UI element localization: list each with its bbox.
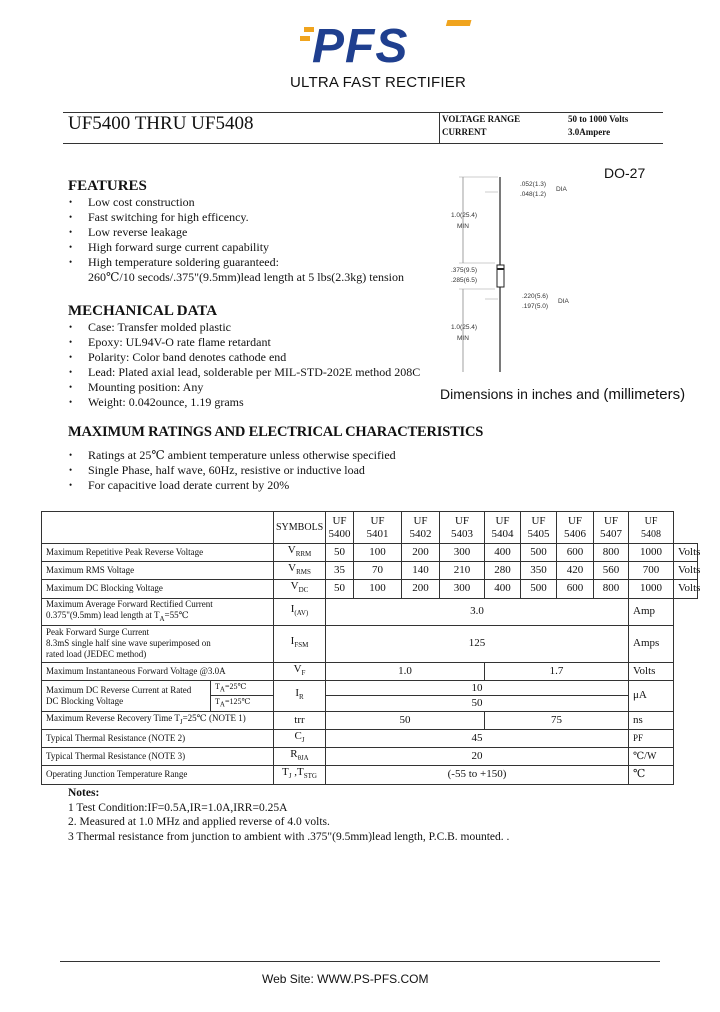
value-cell: 10 xyxy=(326,680,629,696)
current-label: CURRENT xyxy=(442,127,487,137)
symbol-cell: $R_{\theta JA}$ xyxy=(274,748,326,766)
symbol-cell: $V_{DC}$ xyxy=(274,580,326,598)
lead-length-top-min: MIN xyxy=(457,223,469,230)
body-dia-a: .220(5.6) xyxy=(522,293,549,300)
list-item: • Lead: Plated axial lead, solderable per MIL-STD-202E method 208C xyxy=(68,365,420,380)
param-cell: Operating Junction Temperature Range xyxy=(42,766,274,784)
spec-table xyxy=(41,511,701,785)
symbols-header: SYMBOLS xyxy=(274,512,326,544)
list-item: • For capacitive load derate current by 20% xyxy=(68,478,396,493)
symbol-cell: $I_{FSM}$ xyxy=(274,625,326,662)
body-length-a: .375(9.5) xyxy=(451,267,478,274)
dimensions-caption xyxy=(440,386,685,403)
list-item: • High temperature soldering guaranteed: xyxy=(68,255,404,270)
param-cell: Maximum DC Blocking Voltage xyxy=(42,580,274,598)
table-row xyxy=(42,680,698,696)
param-cell: Maximum Instantaneous Forward Voltage @3.0A xyxy=(42,662,274,680)
table-row: Maximum RMS Voltage $V_{RMS}$ 35 70 140 210 280 350 420 560 700 Volts xyxy=(42,562,698,580)
symbol-cell: $C_J$ xyxy=(274,729,326,747)
condition-cell: $T_A=25℃$ xyxy=(211,680,274,696)
note-item: 1 Test Condition:IF=0.5A,IR=1.0A,IRR=0.25A xyxy=(68,801,288,814)
value-cell: 1.0 xyxy=(326,662,485,680)
value-cell: 1.7 xyxy=(485,662,629,680)
features-heading: FEATURES xyxy=(68,178,147,194)
value-cell: 20 xyxy=(326,748,629,766)
notes-title: Notes: xyxy=(68,787,100,799)
unit-cell: Volts xyxy=(674,544,698,562)
unit-cell: Amp xyxy=(629,598,674,625)
part-header: UF 5406 xyxy=(557,512,594,544)
list-item: • Mounting position: Any xyxy=(68,380,420,395)
lead-dia-b: .048(1.2) xyxy=(520,191,547,198)
ratings-heading: MAXIMUM RATINGS AND ELECTRICAL CHARACTERISTICS xyxy=(68,424,484,440)
lead-length-top: 1.0(25.4) xyxy=(451,212,478,219)
logo-text: PFS xyxy=(312,20,409,73)
list-item: • Epoxy: UL94V-O rate flame retardant xyxy=(68,335,420,350)
table-row xyxy=(42,729,698,747)
package-name: DO-27 xyxy=(604,165,646,181)
value-cell: 125 xyxy=(326,625,629,662)
table-row: Maximum DC Blocking Voltage $V_{DC}$ 50 100 200 300 400 500 600 800 1000 Volts xyxy=(42,580,698,598)
list-item: • High forward surge current capability xyxy=(68,240,404,255)
footer-label: Web Site: xyxy=(262,972,314,986)
list-item: • Low reverse leakage xyxy=(68,225,404,240)
caption-part-a: Dimensions in inches and xyxy=(440,386,600,402)
value-cell: 50 xyxy=(326,696,629,712)
website-link[interactable]: WWW.PS-PFS.COM xyxy=(317,972,429,986)
current-value: 3.0Ampere xyxy=(568,127,611,137)
value-cell: 75 xyxy=(485,711,629,729)
footer xyxy=(262,972,428,986)
symbol-cell: $V_{RMS}$ xyxy=(274,562,326,580)
body-dia-b: .197(5.0) xyxy=(522,303,549,310)
document-subtitle: ULTRA FAST RECTIFIER xyxy=(290,74,466,91)
mechanical-heading: MECHANICAL DATA xyxy=(68,303,218,319)
pfs-logo-graphic xyxy=(300,18,480,73)
param-cell: Typical Thermal Resistance (NOTE 3) xyxy=(42,748,274,766)
symbol-cell: $V_F$ xyxy=(274,662,326,680)
dia-label-2: DIA xyxy=(558,298,569,305)
unit-cell: ℃/W xyxy=(629,748,674,766)
unit-cell: PF xyxy=(629,729,674,747)
symbol-cell: $V_{RRM}$ xyxy=(274,544,326,562)
list-item: • Fast switching for high efficency. xyxy=(68,210,404,225)
list-item: • Low cost construction xyxy=(68,195,404,210)
part-header: UF 5401 xyxy=(354,512,402,544)
lead-dia-a: .052(1.3) xyxy=(520,181,547,188)
footer-divider xyxy=(60,961,660,962)
param-cell: Maximum RMS Voltage xyxy=(42,562,274,580)
part-header: UF 5404 xyxy=(485,512,521,544)
list-item: 260℃/10 secods/.375"(9.5mm)lead length at 5 lbs(2.3kg) tension xyxy=(88,269,404,284)
condition-cell: $T_A=125℃$ xyxy=(211,696,274,712)
unit-cell: ℃ xyxy=(629,766,674,784)
table-row xyxy=(42,662,698,680)
voltage-range-label: VOLTAGE RANGE xyxy=(442,114,521,124)
note-item: 2. Measured at 1.0 MHz and applied reverse of 4.0 volts. xyxy=(68,816,330,828)
table-row xyxy=(42,598,698,625)
symbol-cell: $I_R$ xyxy=(274,680,326,711)
body-length-b: .285(6.5) xyxy=(451,277,478,284)
pfs-logo xyxy=(300,18,480,73)
part-header: UF 5400 xyxy=(326,512,354,544)
part-range-title: UF5400 THRU UF5408 xyxy=(68,113,254,134)
part-header: UF 5402 xyxy=(402,512,440,544)
notes-section xyxy=(68,786,509,844)
part-header: UF 5408 xyxy=(629,512,674,544)
list-item: • Weight: 0.042ounce, 1.19 grams xyxy=(68,395,420,410)
symbol-cell: $T_J$ $,T_{STG}$ xyxy=(274,766,326,784)
unit-cell: Volts xyxy=(629,662,674,680)
param-cell: Maximum DC Reverse Current at Rated DC Blocking Voltage xyxy=(42,680,211,711)
table-row xyxy=(42,711,698,729)
table-row xyxy=(42,766,698,784)
param-cell: Maximum Reverse Recovery Time $T_J=25℃$ (NOTE 1) xyxy=(42,711,274,729)
part-header: UF 5405 xyxy=(521,512,557,544)
list-item: • Single Phase, half wave, 60Hz, resistive or inductive load xyxy=(68,463,396,478)
value-cell: 3.0 xyxy=(326,598,629,625)
unit-cell: ns xyxy=(629,711,674,729)
symbol-cell: $I_{(AV)}$ xyxy=(274,598,326,625)
note-item: 3 Thermal resistance from junction to ambient with .375"(9.5mm)lead length, P.C.B. mounted. . xyxy=(68,830,510,843)
table-row xyxy=(42,625,698,662)
param-cell: Maximum Average Forward Rectified Current 0.375"(9.5mm) lead length at $T_A=55℃$ xyxy=(42,598,274,625)
list-item: • Polarity: Color band denotes cathode end xyxy=(68,350,420,365)
unit-cell: μA xyxy=(629,680,674,711)
header-blank xyxy=(42,512,274,544)
list-item: • Ratings at 25℃ ambient temperature unless otherwise specified xyxy=(68,448,396,463)
value-cell: 50 xyxy=(326,711,485,729)
ratings-list xyxy=(68,448,396,493)
symbol-cell: trr xyxy=(274,711,326,729)
param-cell: Typical Thermal Resistance (NOTE 2) xyxy=(42,729,274,747)
list-item: • Case: Transfer molded plastic xyxy=(68,320,420,335)
unit-cell: Volts xyxy=(674,580,698,598)
mechanical-list xyxy=(68,320,420,409)
caption-part-b: (millimeters) xyxy=(603,386,686,403)
table-header-row xyxy=(42,512,698,544)
value-cell: 45 xyxy=(326,729,629,747)
table-row xyxy=(42,748,698,766)
lead-length-bottom-min: MIN xyxy=(457,335,469,342)
table-row: Maximum Repetitive Peak Reverse Voltage $V_{RRM}$ 50 100 200 300 400 500 600 800 1000 Volts xyxy=(42,544,698,562)
lead-length-bottom: 1.0(25.4) xyxy=(451,324,478,331)
unit-cell: Volts xyxy=(674,562,698,580)
unit-cell: Amps xyxy=(629,625,674,662)
part-header: UF 5407 xyxy=(594,512,629,544)
value-cell: (-55 to +150) xyxy=(326,766,629,784)
voltage-range-value: 50 to 1000 Volts xyxy=(568,114,629,124)
dia-label: DIA xyxy=(556,186,567,193)
param-cell: Peak Forward Surge Current 8.3mS single half sine wave superimposed on rated load (JEDEC method) xyxy=(42,625,274,662)
param-cell: Maximum Repetitive Peak Reverse Voltage xyxy=(42,544,274,562)
features-list xyxy=(68,195,404,284)
part-header: UF 5403 xyxy=(440,512,485,544)
